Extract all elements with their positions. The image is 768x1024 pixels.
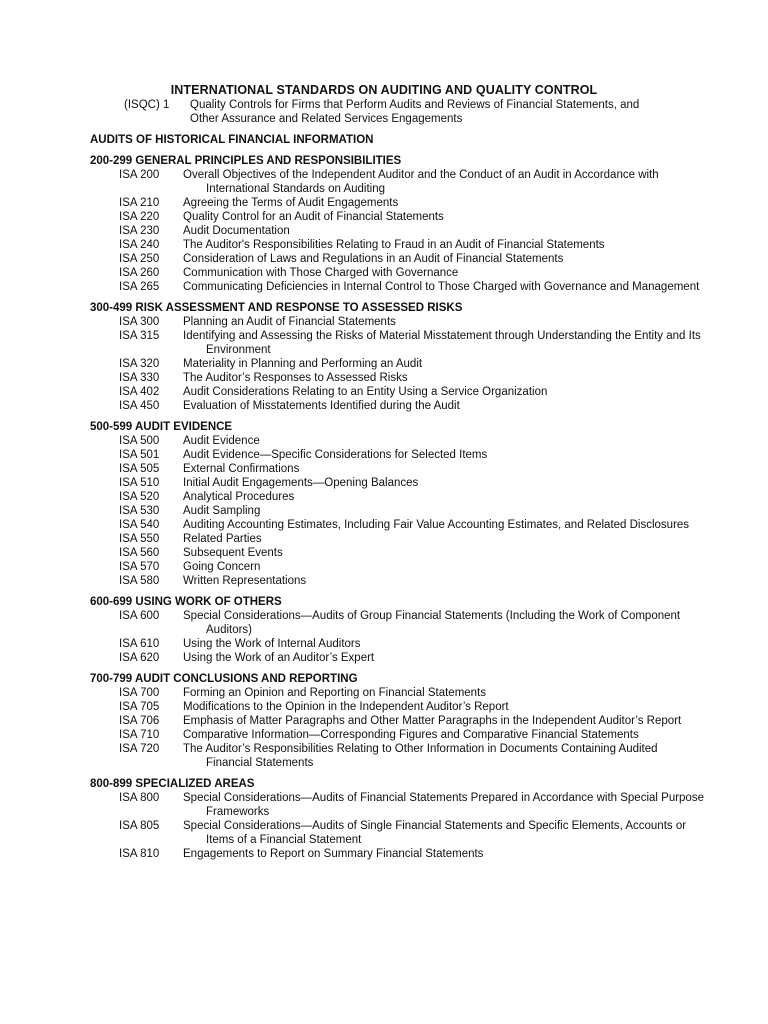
standard-code: ISA 600: [119, 610, 160, 622]
standard-code: ISA 610: [119, 638, 160, 650]
isqc-code: (ISQC) 1: [124, 99, 170, 111]
section: [0, 595, 768, 665]
section-heading: 500-599 AUDIT EVIDENCE: [90, 421, 233, 433]
sections-container: [0, 154, 768, 861]
isqc-entry: [0, 98, 768, 126]
standard-title: External Confirmations: [183, 463, 300, 475]
standard-code: ISA 300: [119, 316, 160, 328]
standard-title: Special Considerations—Audits of Financial Statements Prepared in Accordance with Special Purpose Frameworks: [183, 792, 704, 818]
list-item: [0, 700, 768, 714]
standard-title: The Auditor's Responsibilities Relating to Fraud in an Audit of Financial Statements: [183, 239, 605, 251]
standard-title: Emphasis of Matter Paragraphs and Other Matter Paragraphs in the Independent Auditor’s Report: [183, 715, 682, 727]
section: [0, 420, 768, 588]
list-item: [0, 196, 768, 210]
list-item: [0, 448, 768, 462]
standard-title: Using the Work of an Auditor’s Expert: [183, 652, 375, 664]
section: [0, 301, 768, 413]
standard-code: ISA 402: [119, 386, 160, 398]
standard-title: Audit Documentation: [183, 225, 290, 237]
standard-code: ISA 450: [119, 400, 160, 412]
standard-code: ISA 540: [119, 519, 160, 531]
standard-code: ISA 510: [119, 477, 160, 489]
standard-code: ISA 620: [119, 652, 160, 664]
section: [0, 672, 768, 770]
standard-title: Audit Evidence—Specific Considerations for Selected Items: [183, 449, 488, 461]
list-item: [0, 280, 768, 294]
standards-list: [0, 686, 768, 770]
list-item: [0, 371, 768, 385]
standards-list: [0, 168, 768, 294]
standard-code: ISA 320: [119, 358, 160, 370]
standard-code: ISA 570: [119, 561, 160, 573]
list-item: [0, 462, 768, 476]
section: [0, 154, 768, 294]
list-item: [0, 560, 768, 574]
list-item: [0, 714, 768, 728]
standard-code: ISA 260: [119, 267, 160, 279]
list-item: [0, 791, 768, 819]
standards-list: [0, 434, 768, 588]
list-item: [0, 238, 768, 252]
list-item: [0, 476, 768, 490]
standard-title: Communication with Those Charged with Governance: [183, 267, 459, 279]
list-item: [0, 315, 768, 329]
list-item: [0, 434, 768, 448]
list-item: [0, 637, 768, 651]
standard-title: Using the Work of Internal Auditors: [183, 638, 361, 650]
list-item: [0, 266, 768, 280]
list-item: [0, 224, 768, 238]
standard-code: ISA 500: [119, 435, 160, 447]
list-item: [0, 532, 768, 546]
standard-code: ISA 330: [119, 372, 160, 384]
list-item: [0, 210, 768, 224]
list-item: [0, 686, 768, 700]
standard-title: The Auditor’s Responses to Assessed Risks: [183, 372, 408, 384]
list-item: [0, 847, 768, 861]
list-item: [0, 385, 768, 399]
standard-title: Planning an Audit of Financial Statements: [183, 316, 396, 328]
standards-list: [0, 791, 768, 861]
standard-code: ISA 501: [119, 449, 160, 461]
list-item: [0, 399, 768, 413]
standard-code: ISA 200: [119, 169, 160, 181]
standard-code: ISA 505: [119, 463, 160, 475]
standard-code: ISA 700: [119, 687, 160, 699]
standard-title: Engagements to Report on Summary Financial Statements: [183, 848, 484, 860]
standard-title: Special Considerations—Audits of Group Financial Statements (Including the Work of Component Auditors): [183, 610, 681, 636]
standard-code: ISA 530: [119, 505, 160, 517]
list-item: [0, 728, 768, 742]
standard-title: Special Considerations—Audits of Single Financial Statements and Specific Elements, Accounts or Items of a Financial Statement: [183, 820, 687, 846]
list-item: [0, 651, 768, 665]
standard-title: Initial Audit Engagements—Opening Balances: [183, 477, 419, 489]
standard-title: Comparative Information—Corresponding Figures and Comparative Financial Statements: [183, 729, 639, 741]
standard-code: ISA 315: [119, 330, 160, 342]
standard-code: ISA 805: [119, 820, 160, 832]
standards-list: [0, 315, 768, 413]
list-item: [0, 329, 768, 357]
standard-title: Materiality in Planning and Performing an Audit: [183, 358, 423, 370]
standard-code: ISA 210: [119, 197, 160, 209]
standard-code: ISA 520: [119, 491, 160, 503]
list-item: [0, 742, 768, 770]
standard-title: Audit Evidence: [183, 435, 260, 447]
standard-title: Audit Sampling: [183, 505, 261, 517]
list-item: [0, 574, 768, 588]
section: [0, 777, 768, 861]
standard-code: ISA 580: [119, 575, 160, 587]
standard-title: Auditing Accounting Estimates, Including Fair Value Accounting Estimates, and Related Disclosures: [183, 519, 690, 531]
standard-code: ISA 810: [119, 848, 160, 860]
isqc-text: Quality Controls for Firms that Perform Audits and Reviews of Financial Statements, and Other Assurance and Related Services Engagements: [190, 99, 640, 125]
list-item: [0, 504, 768, 518]
standards-list: [0, 609, 768, 665]
standard-code: ISA 265: [119, 281, 160, 293]
standard-title: Written Representations: [183, 575, 307, 587]
section-heading: 200-299 GENERAL PRINCIPLES AND RESPONSIBILITIES: [90, 155, 402, 167]
standard-title: Modifications to the Opinion in the Independent Auditor’s Report: [183, 701, 509, 713]
standard-code: ISA 706: [119, 715, 160, 727]
standard-title: Subsequent Events: [183, 547, 283, 559]
section-heading: 700-799 AUDIT CONCLUSIONS AND REPORTING: [90, 673, 358, 685]
standard-title: Communicating Deficiencies in Internal Control to Those Charged with Governance and Management: [183, 281, 700, 293]
standard-code: ISA 720: [119, 743, 160, 755]
list-item: [0, 546, 768, 560]
list-item: [0, 819, 768, 847]
standard-title: Consideration of Laws and Regulations in an Audit of Financial Statements: [183, 253, 564, 265]
standard-title: Related Parties: [183, 533, 262, 545]
standard-code: ISA 800: [119, 792, 160, 804]
list-item: [0, 252, 768, 266]
standard-code: ISA 705: [119, 701, 160, 713]
list-item: [0, 490, 768, 504]
list-item: [0, 168, 768, 196]
standard-code: ISA 240: [119, 239, 160, 251]
standard-title: Overall Objectives of the Independent Auditor and the Conduct of an Audit in Accordance with International Standards on Auditing: [183, 169, 659, 195]
section-heading: 800-899 SPECIALIZED AREAS: [90, 778, 255, 790]
document-title: INTERNATIONAL STANDARDS ON AUDITING AND QUALITY CONTROL: [170, 83, 598, 97]
standard-title: Going Concern: [183, 561, 261, 573]
section-heading: 300-499 RISK ASSESSMENT AND RESPONSE TO ASSESSED RISKS: [90, 302, 463, 314]
standard-title: The Auditor’s Responsibilities Relating to Other Information in Documents Containing Audited Financial Statements: [183, 743, 658, 769]
standard-code: ISA 250: [119, 253, 160, 265]
standard-title: Quality Control for an Audit of Financial Statements: [183, 211, 444, 223]
standard-title: Analytical Procedures: [183, 491, 295, 503]
standard-code: ISA 560: [119, 547, 160, 559]
list-item: [0, 518, 768, 532]
standard-title: Agreeing the Terms of Audit Engagements: [183, 197, 399, 209]
standard-title: Audit Considerations Relating to an Entity Using a Service Organization: [183, 386, 548, 398]
main-heading: AUDITS OF HISTORICAL FINANCIAL INFORMATION: [90, 134, 374, 146]
standard-title: Evaluation of Misstatements Identified during the Audit: [183, 400, 460, 412]
section-heading: 600-699 USING WORK OF OTHERS: [90, 596, 282, 608]
standard-code: ISA 230: [119, 225, 160, 237]
list-item: [0, 609, 768, 637]
standard-title: Identifying and Assessing the Risks of Material Misstatement through Understanding the Entity and Its Environment: [183, 330, 701, 356]
standard-code: ISA 550: [119, 533, 160, 545]
standard-code: ISA 220: [119, 211, 160, 223]
standard-code: ISA 710: [119, 729, 160, 741]
standard-title: Forming an Opinion and Reporting on Financial Statements: [183, 687, 487, 699]
list-item: [0, 357, 768, 371]
